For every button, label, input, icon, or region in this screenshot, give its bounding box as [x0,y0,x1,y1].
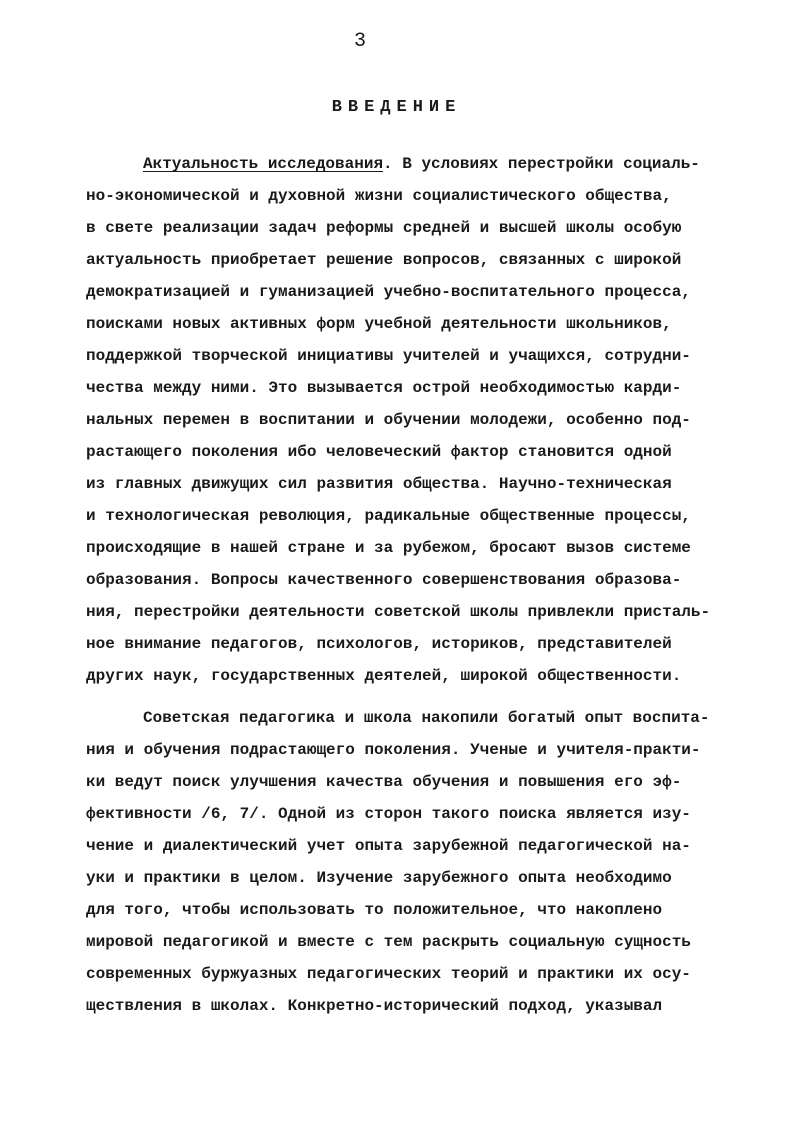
text-line: растающего поколения ибо человеческий фактор становится одной [86,443,672,461]
body-text [86,148,763,1022]
text-line: чества между ними. Это вызывается острой необходимостью карди- [86,379,682,397]
text-line: уки и практики в целом. Изучение зарубежного опыта необходимо [86,869,672,887]
text-line: демократизацией и гуманизацией учебно-воспитательного процесса, [86,283,691,301]
section-title: ВВЕДЕНИЕ [331,98,462,117]
text-line: поддержкой творческой инициативы учителей и учащихся, сотрудни- [86,347,691,365]
page-number: 3 [353,30,366,53]
text-line: нальных перемен в воспитании и обучении молодежи, особенно под- [86,411,691,429]
text-line: ки ведут поиск улучшения качества обучения и повышения его эф- [86,773,682,791]
text-line: образования. Вопросы качественного совершенствования образова- [86,571,682,589]
text-line: современных буржуазных педагогических теорий и практики их осу- [86,965,691,983]
paragraph-heading: Актуальность исследования [143,155,384,173]
text-line: происходящие в нашей стране и за рубежом, бросают вызов системе [86,539,691,557]
text-line: других наук, государственных деятелей, широкой общественности. [86,667,682,685]
text-line: актуальность приобретает решение вопросов, связанных с широкой [86,251,682,269]
text-line: для того, чтобы использовать то положительное, что накоплено [86,901,663,919]
text-line: ния, перестройки деятельности советской школы привлекли присталь- [86,603,711,621]
text-line: мировой педагогикой и вместе с тем раскрыть социальную сущность [86,933,691,951]
text-line: ществления в школах. Конкретно-исторический подход, указывал [86,997,663,1015]
text-line: ния и обучения подрастающего поколения. Ученые и учителя-практи- [86,741,701,759]
text-line: из главных движущих сил развития общества. Научно-техническая [86,475,672,493]
text-line: фективности /6, 7/. Одной из сторон такого поиска является изу- [86,805,691,823]
text-line: но-экономической и духовной жизни социалистического общества, [86,187,672,205]
text-line: ное внимание педагогов, психологов, историков, представителей [86,635,672,653]
text-line: в свете реализации задач реформы средней и высшей школы особую [86,219,682,237]
text-line: поисками новых активных форм учебной деятельности школьников, [86,315,672,333]
paragraph-1-line-1: Актуальность исследования. В условиях перестройки социаль- [143,155,700,173]
text-line: чение и диалектический учет опыта зарубежной педагогической на- [86,837,691,855]
paragraph-2-line-1: Советская педагогика и школа накопили богатый опыт воспита- [143,709,710,727]
paragraph-gap [143,692,763,702]
text-line: и технологическая революция, радикальные общественные процессы, [86,507,691,525]
